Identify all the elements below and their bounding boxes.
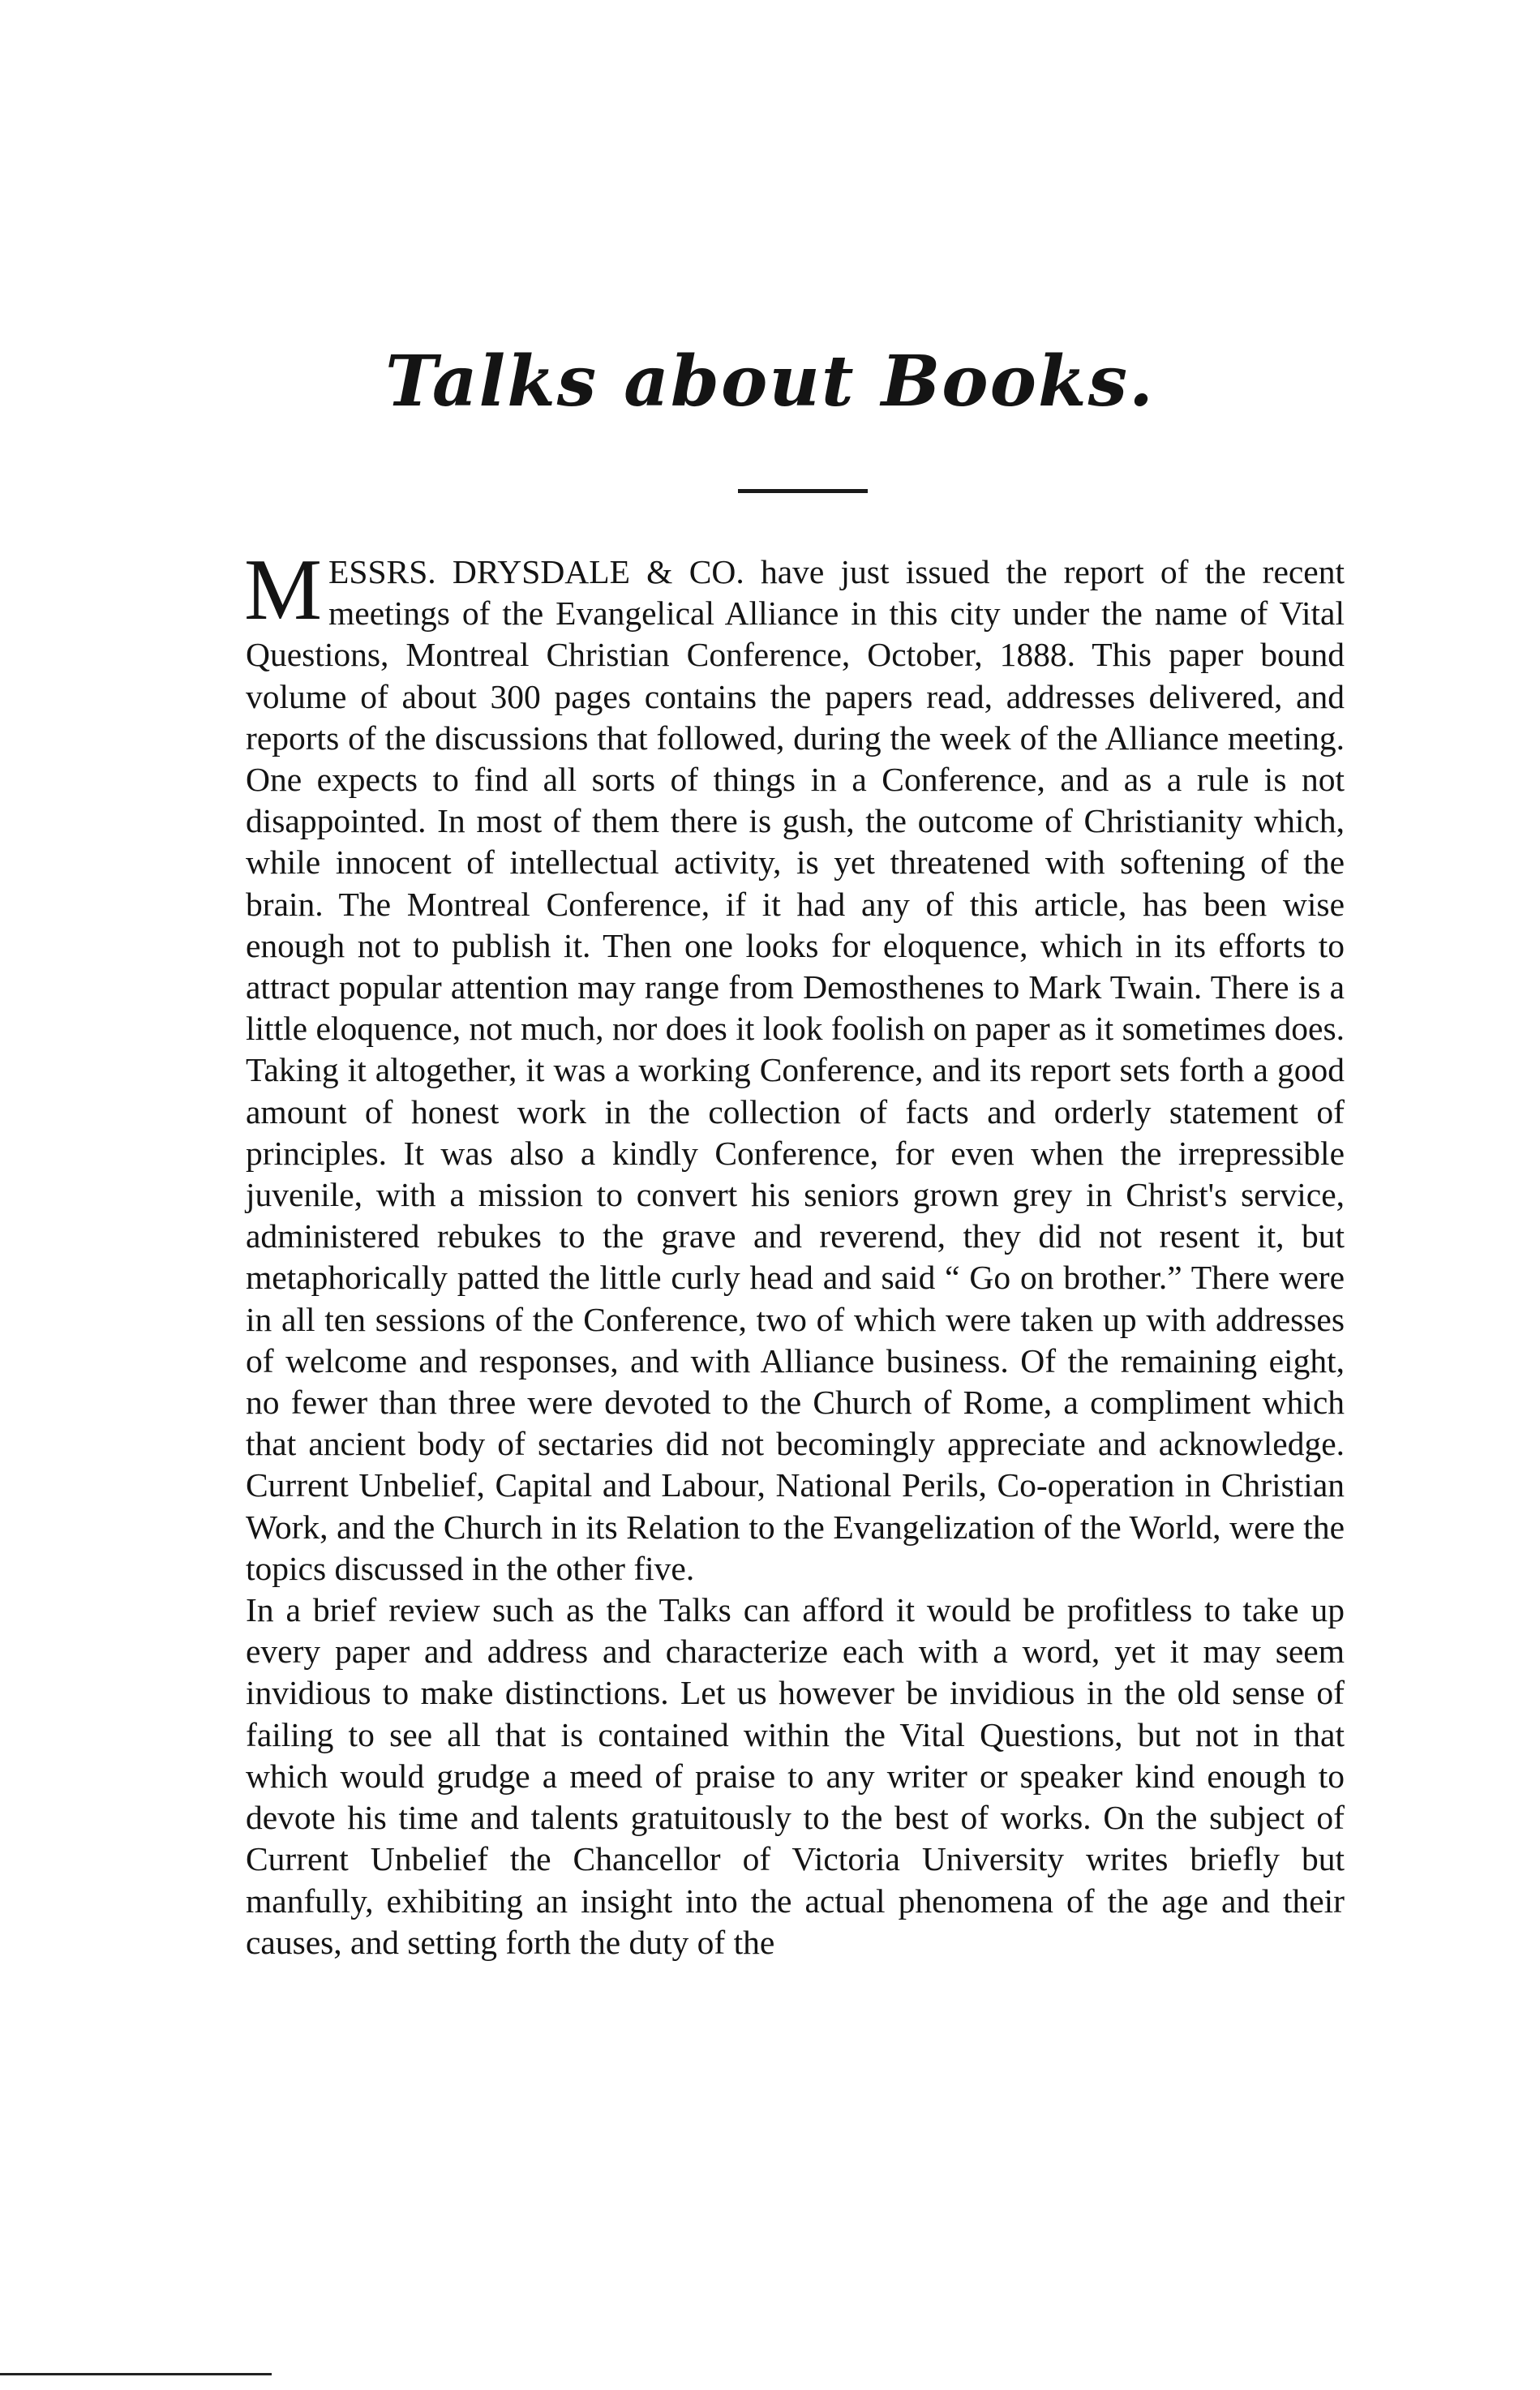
paragraph-1-text: ESSRS. DRYSDALE & CO. have just issued the report of the recent meetings of the Evangelical Alliance in this city under the name of Vital Questions, Montreal Christian Conference, October, 1888. This paper bound volume of about 300 pages contains the papers read, addresses delivered, and reports of the discussions that followed, during the week of the Alliance meeting. One expects to find all sorts of things in a Conference, and as a rule is not disappointed. In most of them there is gush, the outcome of Christianity which, while innocent of intellectual activity, is yet threatened with softening of the brain. The Montreal Conference, if it had any of this article, has been wise enough not to publish it. Then one looks for eloquence, which in its efforts to attract popular attention may range from Demosthenes to Mark Twain. There is a little eloquence, not much, nor does it look foolish on paper as it sometimes does. Taking it altogether, it was a working Conference, and its report sets forth a good amount of honest work in the collection of facts and orderly statement of principles. It was also a kindly Conference, for even when the irrepressible juvenile, with a mission to convert his seniors grown grey in Christ's service, administered rebukes to the grave and reverend, they did not resent it, but metaphorically patted the little curly head and said “ Go on brother.” There were in all ten sessions of the Conference, two of which were taken up with addresses of welcome and responses, and with Alliance business. Of the remaining eight, no fewer than three were devoted to the Church of Rome, a compliment which that ancient body of sectaries did not becomingly appreciate and acknowledge. Current Unbelief, Capital and Labour, National Perils, Co-operation in Christian Work, and the Church in its Relation to the Evangelization of the World, were the topics discussed in the other five. <box>246 553 1345 1587</box>
drop-cap: M <box>244 542 323 638</box>
page-title: Talks about Books. <box>385 341 1155 423</box>
article-body <box>244 542 1345 1963</box>
paragraph-2: In a brief review such as the Talks can afford it would be profitless to take up every paper and address and characterize each with a word, yet it may seem invidious to make distinctions. Let us however be invidious in the old sense of failing to see all that is contained within the Vital Questions, but not in that which would grudge a meed of praise to any writer or speaker kind enough to devote his time and talents gratuitously to the best of works. On the subject of Current Unbelief the Chancellor of Victoria University writes briefly but manfully, exhibiting an insight into the actual phenomena of the age and their causes, and setting forth the duty of the <box>246 1591 1345 1961</box>
bottom-left-rule <box>0 2373 272 2375</box>
paragraph-1 <box>244 542 1345 1590</box>
title-rule <box>738 489 868 493</box>
